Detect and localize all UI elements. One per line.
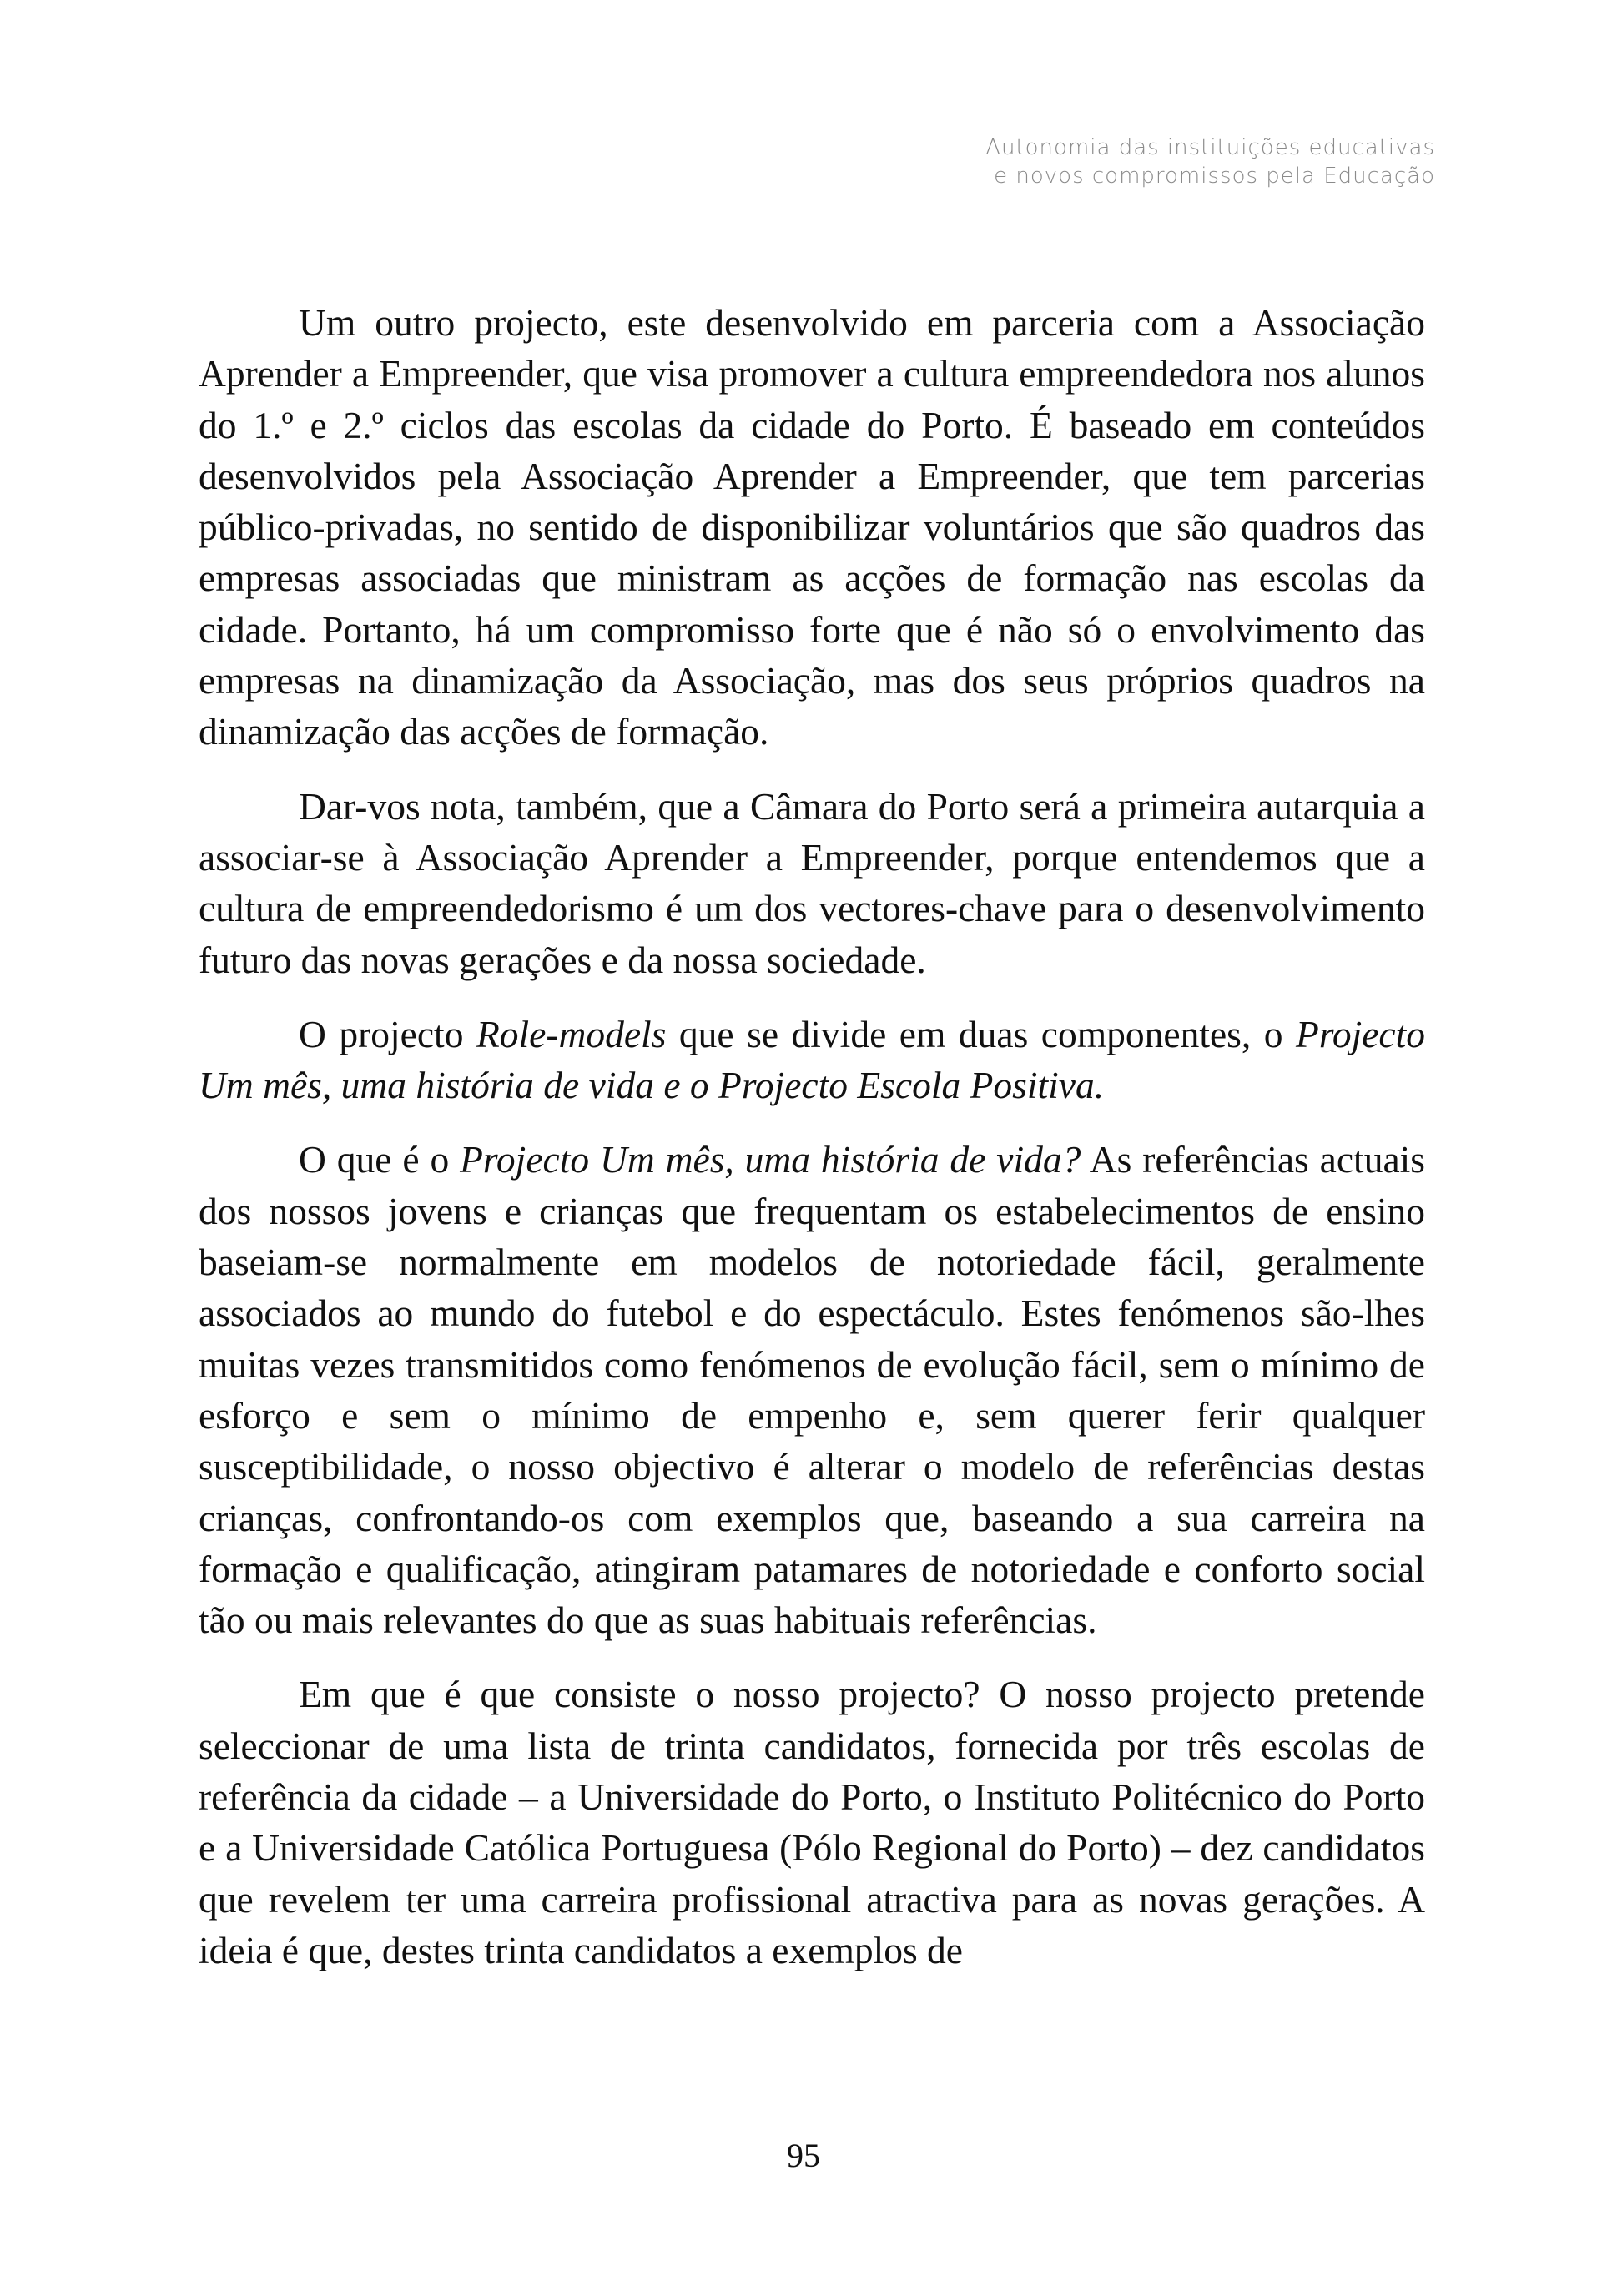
paragraph-4-text-c: As referências actuais dos nossos jovens e crianças que frequentam os estabelecimentos de ensino baseiam-se normalmente em modelos de notoriedade fácil, geralmente associados ao mundo do futebol e do espectáculo. Estes fenómenos são-lhes muitas vezes transmitidos como fenómenos de evolução fácil, sem o mínimo de esforço e sem o mínimo de empenho e, sem querer ferir qualquer susceptibilidade, o nosso objectivo é alterar o modelo de referências destas crianças, confrontando-os com exemplos que, baseando a sua carreira na formação e qualificação, atingiram patamares de notoriedade e conforto social tão ou mais relevantes do que as suas habituais referências. [199,1138,1425,1642]
page-number: 95 [787,2137,820,2174]
body-text [199,297,1425,1999]
paragraph-1: Um outro projecto, este desenvolvido em parceria com a Associação Aprender a Empreender, que visa promover a cultura empreendedora nos alunos do 1.º e 2.º ciclos das escolas da cidade do Porto. É baseado em conteúdos desenvolvidos pela Associação Aprender a Empreender, que tem parcerias público-privadas, no sentido de disponibilizar voluntários que são quadros das empresas associadas que ministram as acções de formação nas escolas da cidade. Portanto, há um compromisso forte que é não só o envolvimento das empresas na dinamização da Associação, mas dos seus próprios quadros na dinamização das acções de formação. [199,301,1425,753]
running-header [985,133,1435,190]
paragraph-4-italic-project-title: Projecto Um mês, uma história de vida? [460,1138,1081,1181]
paragraph-4 [199,1134,1425,1645]
paragraph-5: Em que é que consiste o nosso projecto? O nosso projecto pretende seleccionar de uma lista de trinta candidatos, fornecida por três escolas de referência da cidade – a Universidade do Porto, o Instituto Politécnico do Porto e a Universidade Católica Portuguesa (Pólo Regional do Porto) – dez candidatos que revelem ter uma carreira profissional atractiva para as novas gerações. A ideia é que, destes trinta candidatos a exemplos de [199,1673,1425,1971]
paragraph-3 [199,1009,1425,1111]
paragraph-3-text-c: que se divide em duas componentes, o [666,1012,1297,1055]
paragraph-3-italic-projects: Projecto Um mês, uma história de vida e o Projecto Escola Positiva. [199,1012,1426,1107]
paragraph-3-text-a: O projecto [299,1012,476,1055]
paragraph-3-italic-role-models: Role-models [476,1012,667,1055]
running-header-line-1: Autonomia das instituições educativas [985,135,1435,160]
running-header-line-2: e novos compromissos pela Educação [994,164,1435,189]
paragraph-4-text-a: O que é o [299,1138,461,1181]
paragraph-2: Dar-vos nota, também, que a Câmara do Porto será a primeira autarquia a associar-se à Associação Aprender a Empreender, porque entendemos que a cultura de empreendedorismo é um dos vectores-chave para o desenvolvimento futuro das novas gerações e da nossa sociedade. [199,784,1425,981]
